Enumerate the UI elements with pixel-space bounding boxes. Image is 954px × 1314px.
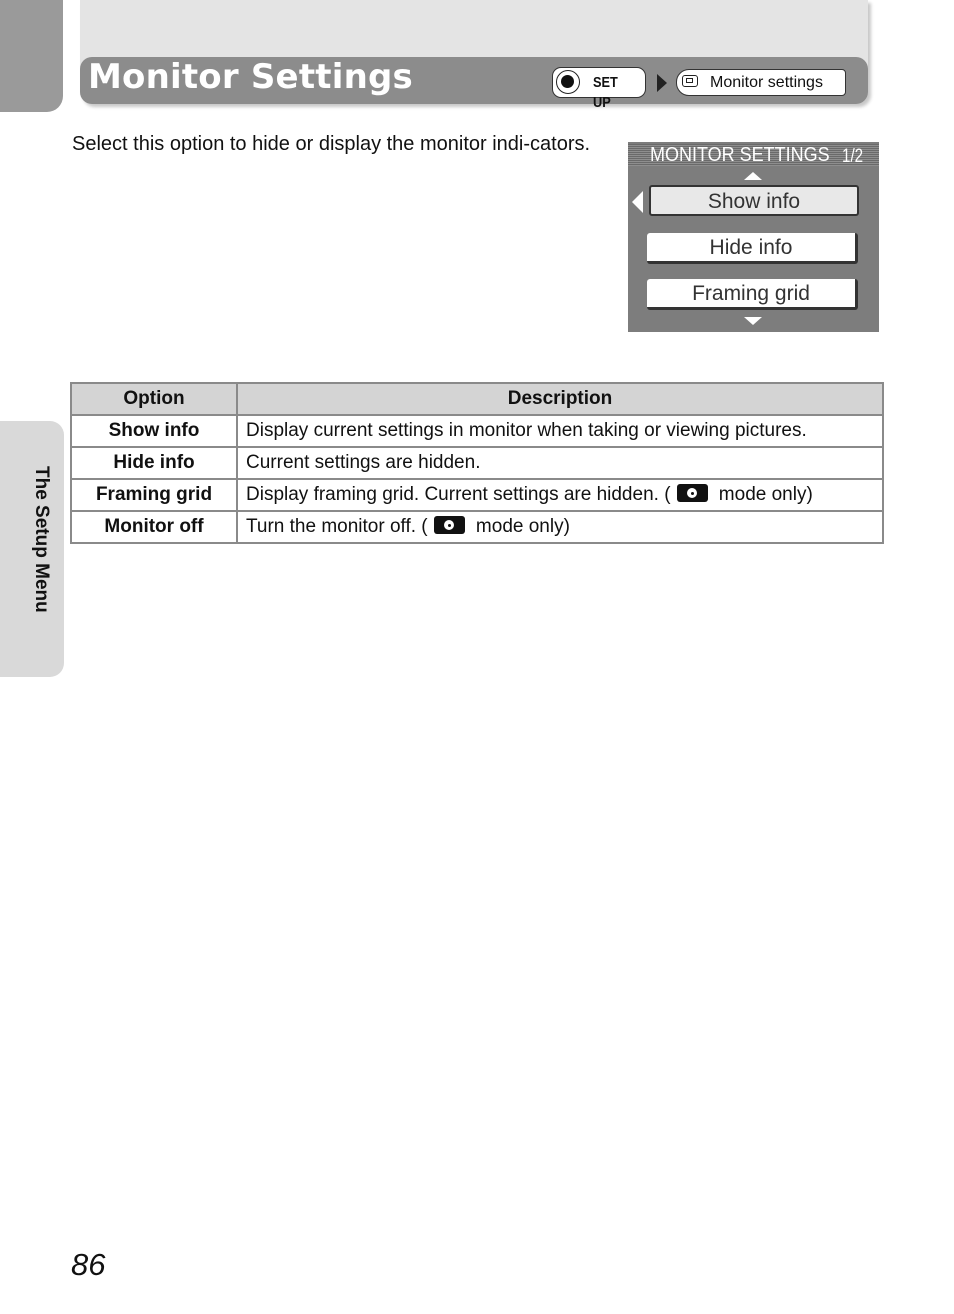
description-cell: Display current settings in monitor when taking or viewing pictures. <box>237 415 883 447</box>
camera-screen <box>628 142 879 332</box>
breadcrumb-current-label: Monitor settings <box>710 74 823 91</box>
page-title: Monitor Settings <box>88 57 413 97</box>
side-tab-label: The Setup Menu <box>31 466 52 613</box>
description-cell <box>237 511 883 543</box>
header-option: Option <box>71 383 237 415</box>
intro-text: Select this option to hide or display the monitor indi-cators. <box>72 133 591 155</box>
selection-pointer-icon <box>632 191 643 213</box>
option-cell: Framing grid <box>71 479 237 511</box>
option-cell: Monitor off <box>71 511 237 543</box>
description-text: mode only) <box>713 484 813 505</box>
setup-label: SET UP <box>593 74 618 111</box>
description-text: mode only) <box>470 516 570 537</box>
mode-dial-icon <box>556 70 580 94</box>
breadcrumb-monitor-settings <box>676 69 846 96</box>
description-cell <box>237 479 883 511</box>
camera-mode-icon <box>677 484 708 502</box>
description-cell: Current settings are hidden. <box>237 447 883 479</box>
table-row <box>71 511 883 543</box>
menu-item-hide-info[interactable]: Hide info <box>647 233 858 264</box>
options-table <box>70 382 884 544</box>
option-cell: Hide info <box>71 447 237 479</box>
menu-item-show-info[interactable]: Show info <box>649 185 859 216</box>
table-row <box>71 479 883 511</box>
camera-mode-icon <box>434 516 465 534</box>
page-number: 86 <box>71 1247 106 1282</box>
scroll-down-icon <box>744 317 762 325</box>
screen-page-indicator: 1/2 <box>842 146 864 167</box>
monitor-icon <box>682 75 698 87</box>
description-text: Turn the monitor off. ( <box>246 516 428 537</box>
table-header-row <box>71 383 883 415</box>
breadcrumb-setup <box>552 67 646 111</box>
top-corner-tab <box>0 0 63 112</box>
breadcrumb-arrow-icon <box>657 74 667 92</box>
screen-title-bar <box>628 144 879 166</box>
table-row <box>71 415 883 447</box>
description-text: Display framing grid. Current settings are hidden. ( <box>246 484 671 505</box>
scroll-up-icon <box>744 172 762 180</box>
table-row <box>71 447 883 479</box>
option-cell: Show info <box>71 415 237 447</box>
header-description: Description <box>237 383 883 415</box>
screen-title: MONITOR SETTINGS <box>650 144 830 166</box>
menu-item-framing-grid[interactable]: Framing grid <box>647 279 858 310</box>
